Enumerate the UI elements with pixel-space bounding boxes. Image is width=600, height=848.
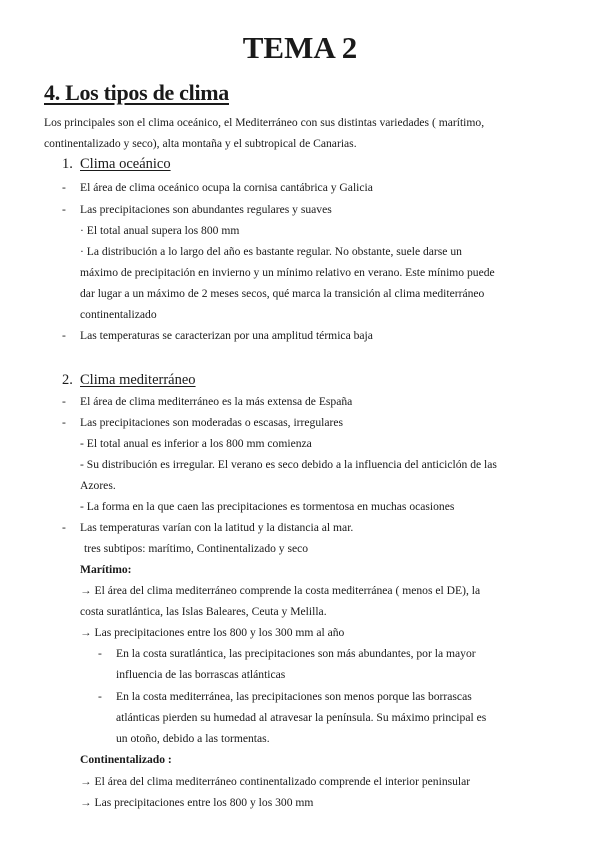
subtype-heading-maritimo: Marítimo: (80, 563, 132, 576)
paragraph-line: - La forma en la que caen las precipitaciones es tormentosa en muchas ocasiones (80, 500, 455, 513)
paragraph-line: En la costa mediterránea, las precipitaciones son menos porque las borrascas (116, 690, 472, 703)
dash-bullet: - (62, 416, 66, 429)
subheading-number: 1. (62, 156, 73, 172)
dash-bullet: - (62, 395, 66, 408)
paragraph-line: Azores. (80, 479, 116, 492)
paragraph-line: → El área del clima mediterráneo continentalizado comprende el interior peninsular (80, 775, 471, 788)
paragraph-line: · El total anual supera los 800 mm (80, 224, 240, 237)
dash-bullet: - (62, 203, 66, 216)
paragraph-line: → El área del clima mediterráneo comprende la costa mediterránea ( menos el DE), la (80, 584, 481, 597)
dash-bullet: - (98, 647, 102, 660)
dash-bullet: - (62, 329, 66, 342)
paragraph-line: El área de clima mediterráneo es la más extensa de España (80, 395, 353, 408)
subheading-label: Clima oceánico (80, 156, 171, 172)
paragraph-line: Las precipitaciones son abundantes regulares y suaves (80, 203, 332, 216)
paragraph-line: · La distribución a lo largo del año es bastante regular. No obstante, suele darse un (80, 245, 462, 258)
paragraph-line: - El total anual es inferior a los 800 mm comienza (80, 437, 312, 450)
paragraph-line: tres subtipos: marítimo, Continentalizado y seco (84, 542, 309, 555)
subheading-number: 2. (62, 372, 73, 388)
page-title: TEMA 2 (242, 30, 358, 65)
paragraph-line: un otoño, debido a las tormentas. (116, 732, 270, 745)
paragraph-line: atlánticas pierden su humedad al atravesar la península. Su máximo principal es (116, 711, 487, 724)
subheading-label: Clima mediterráneo (80, 372, 196, 388)
paragraph-line: continentalizado (80, 308, 157, 321)
intro-line: continentalizado y seco), alta montaña y el subtropical de Canarias. (44, 137, 357, 150)
paragraph-line: Las precipitaciones son moderadas o escasas, irregulares (80, 416, 344, 429)
paragraph-line: influencia de las borrascas atlánticas (116, 668, 286, 681)
paragraph-line: En la costa suratlántica, las precipitaciones son más abundantes, por la mayor (116, 647, 476, 660)
paragraph-line: - Su distribución es irregular. El verano es seco debido a la influencia del anticiclón de las (80, 458, 497, 471)
dash-bullet: - (98, 690, 102, 703)
paragraph-line: Las temperaturas varían con la latitud y la distancia al mar. (80, 521, 354, 534)
section-heading: 4. Los tipos de clima (44, 80, 229, 105)
paragraph-line: → Las precipitaciones entre los 800 y los 300 mm (80, 796, 314, 809)
paragraph-line: → Las precipitaciones entre los 800 y los 300 mm al año (80, 626, 345, 639)
paragraph-line: máximo de precipitación en invierno y un mínimo relativo en verano. Este mínimo puede (80, 266, 495, 279)
paragraph-line: Las temperaturas se caracterizan por una amplitud térmica baja (80, 329, 373, 342)
subheading-clima-oceanico (62, 156, 171, 173)
paragraph-line: dar lugar a un máximo de 2 meses secos, qué marca la transición al clima mediterráneo (80, 287, 485, 300)
paragraph-line: El área de clima oceánico ocupa la cornisa cantábrica y Galicia (80, 181, 373, 194)
subtype-heading-continentalizado: Continentalizado : (80, 753, 172, 766)
subheading-clima-mediterraneo (62, 372, 196, 389)
dash-bullet: - (62, 181, 66, 194)
dash-bullet: - (62, 521, 66, 534)
paragraph-line: costa suratlántica, las Islas Baleares, Ceuta y Melilla. (80, 605, 327, 618)
intro-line: Los principales son el clima oceánico, el Mediterráneo con sus distintas variedades ( marítimo, (44, 116, 485, 129)
